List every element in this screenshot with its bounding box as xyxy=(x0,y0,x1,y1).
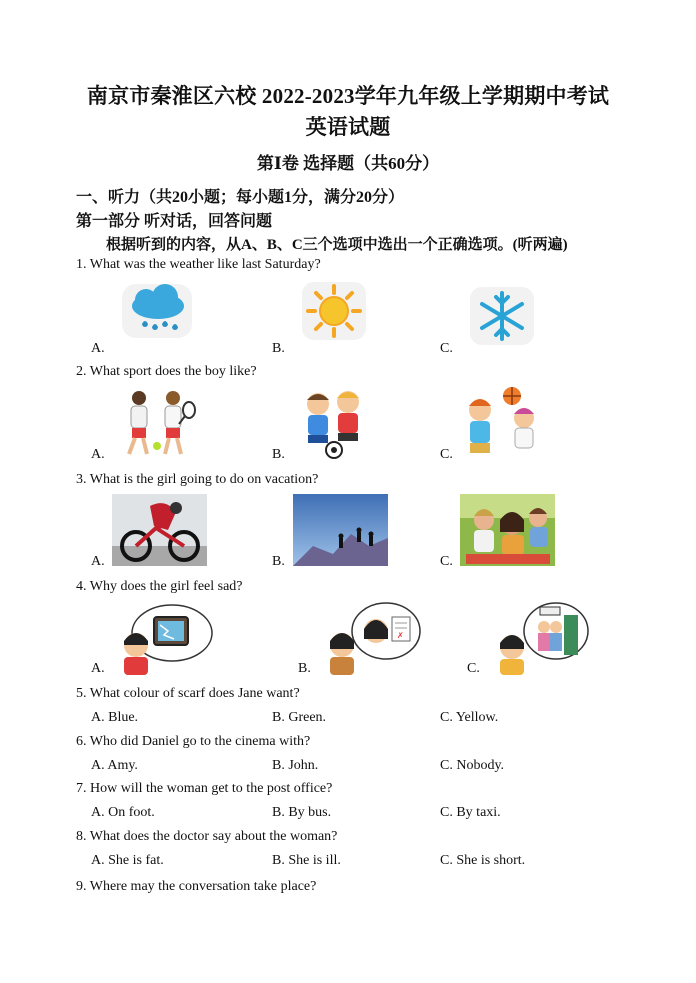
exam-title: 南京市秦淮区六校 2022-2023学年九年级上学期期中考试 xyxy=(86,84,610,108)
q5-option-b[interactable]: B. Green. xyxy=(272,710,327,725)
question-5: 5. What colour of scarf does Jane want? xyxy=(76,686,300,701)
tennis-players-icon xyxy=(113,386,199,460)
q5-option-a[interactable]: A. Blue. xyxy=(91,710,139,725)
girl-thinking-test-paper-picture xyxy=(320,601,422,675)
q2-option-a[interactable]: A. xyxy=(91,447,105,462)
q4-option-b[interactable]: B. xyxy=(298,661,311,676)
q6-option-a[interactable]: A. Amy. xyxy=(91,758,138,773)
girl-thinking-test-paper-icon xyxy=(320,601,422,675)
question-4: 4. Why does the girl feel sad? xyxy=(76,579,243,594)
rain-cloud-picture xyxy=(118,280,196,342)
question-3: 3. What is the girl going to do on vacation? xyxy=(76,472,319,487)
instruction: 根据听到的内容，从A、B、C三个选项中选出一个正确选项。(听两遍) xyxy=(106,237,568,253)
q4-option-c[interactable]: C. xyxy=(467,661,480,676)
q7-option-c[interactable]: C. By taxi. xyxy=(440,805,501,820)
question-1: 1. What was the weather like last Saturday? xyxy=(76,257,321,272)
q6-option-c[interactable]: C. Nobody. xyxy=(440,758,505,773)
basketball-players-icon xyxy=(458,384,548,460)
question-6: 6. Who did Daniel go to the cinema with? xyxy=(76,734,311,749)
listening-title: 一、听力（共20小题；每小题1分，满分20分） xyxy=(76,189,405,206)
question-7: 7. How will the woman get to the post office? xyxy=(76,781,333,796)
snowflake-icon xyxy=(466,285,538,347)
mountain-climbers-picture xyxy=(293,494,388,566)
family-picnic-picture xyxy=(460,494,555,566)
girl-broken-tv-picture xyxy=(112,601,214,675)
q2-option-c[interactable]: C. xyxy=(440,447,453,462)
mountain-climbers-icon xyxy=(293,494,388,566)
part-title: 第Ⅰ卷 选择题（共60分） xyxy=(256,154,440,173)
q7-option-b[interactable]: B. By bus. xyxy=(272,805,332,820)
svg-text:✗: ✗ xyxy=(397,631,404,640)
sun-icon xyxy=(298,280,370,342)
q2-option-b[interactable]: B. xyxy=(272,447,285,462)
girl-broken-tv-icon xyxy=(112,601,214,675)
girl-friends-gone-icon xyxy=(488,601,590,675)
q1-option-b[interactable]: B. xyxy=(272,341,285,356)
q3-option-a[interactable]: A. xyxy=(91,554,105,569)
question-9: 9. Where may the conversation take place? xyxy=(76,879,317,894)
q8-option-b[interactable]: B. She is ill. xyxy=(272,853,341,868)
q8-option-a[interactable]: A. She is fat. xyxy=(91,853,164,868)
q5-option-c[interactable]: C. Yellow. xyxy=(440,710,499,725)
q4-option-a[interactable]: A. xyxy=(91,661,105,676)
question-8: 8. What does the doctor say about the woman? xyxy=(76,829,338,844)
q7-option-a[interactable]: A. On foot. xyxy=(91,805,155,820)
football-players-icon xyxy=(290,386,378,460)
sun-picture xyxy=(298,280,370,342)
q8-option-c[interactable]: C. She is short. xyxy=(440,853,526,868)
cyclist-icon xyxy=(112,494,207,566)
q3-option-c[interactable]: C. xyxy=(440,554,453,569)
q6-option-b[interactable]: B. John. xyxy=(272,758,319,773)
snowflake-picture xyxy=(466,285,538,347)
cyclist-picture xyxy=(112,494,207,566)
football-players-picture xyxy=(290,386,378,460)
tennis-players-picture xyxy=(113,386,199,460)
listening-subtitle: 第一部分 听对话，回答问题 xyxy=(76,213,273,230)
q1-option-a[interactable]: A. xyxy=(91,341,105,356)
q3-option-b[interactable]: B. xyxy=(272,554,285,569)
family-picnic-icon xyxy=(460,494,555,566)
question-2: 2. What sport does the boy like? xyxy=(76,364,257,379)
q1-option-c[interactable]: C. xyxy=(440,341,453,356)
exam-subtitle: 英语试题 xyxy=(305,115,391,139)
basketball-players-picture xyxy=(458,384,548,460)
rain-cloud-icon xyxy=(118,280,196,342)
girl-friends-gone-picture xyxy=(488,601,590,675)
